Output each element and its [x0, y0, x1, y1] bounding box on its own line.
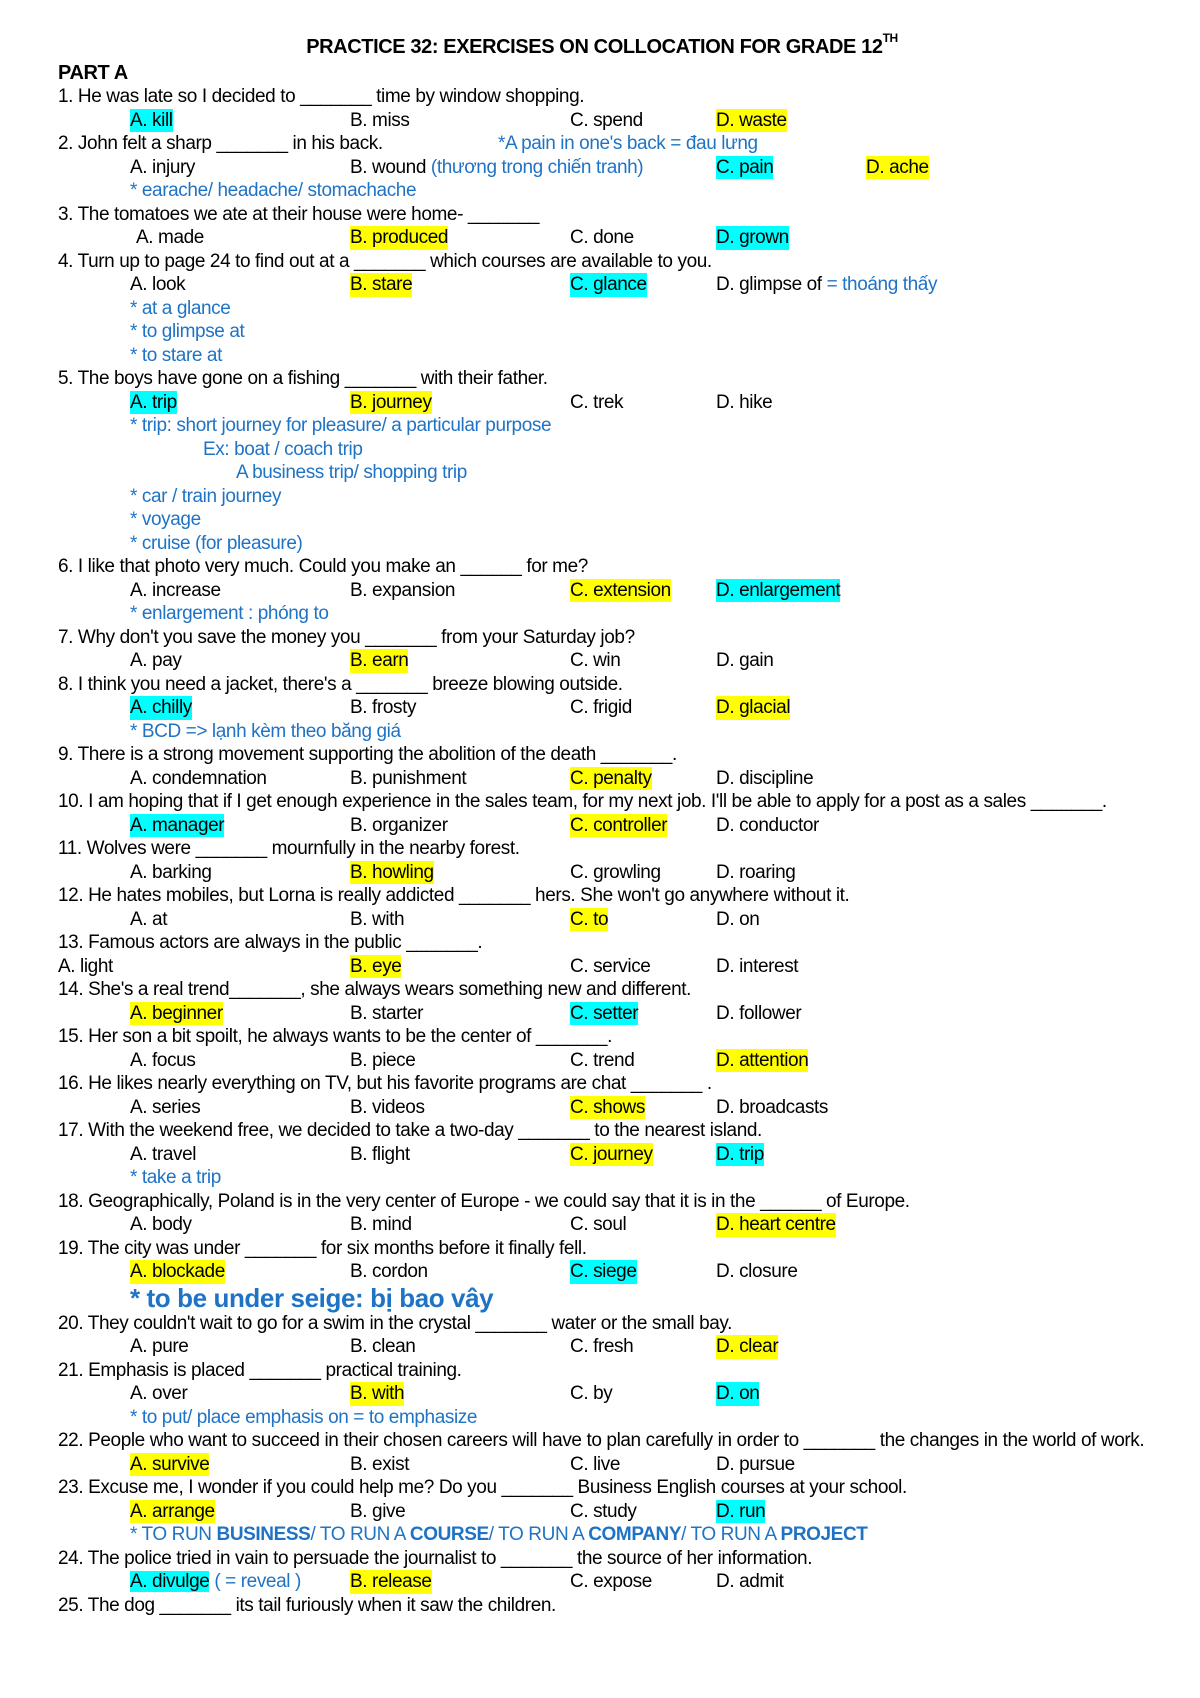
- option-a: A. blockade: [130, 1261, 225, 1282]
- option-a: A. trip: [130, 391, 177, 413]
- option-c: C. setter: [570, 1002, 639, 1024]
- question-10: 10. I am hoping that if I get enough experience in the sales team, for my next job. I'll be able to apply for a post as a sales _______.: [58, 791, 1107, 812]
- note-2: * earache/ headache/ stomachache: [130, 180, 417, 201]
- option-c: C. pain: [716, 156, 774, 178]
- option-a: A. pay: [130, 650, 182, 671]
- option-a: A. series: [130, 1096, 201, 1118]
- option-a: A. chilly: [130, 697, 192, 718]
- question-5: 5. The boys have gone on a fishing _______ with their father.: [58, 368, 548, 389]
- option-a: A. over: [130, 1383, 188, 1404]
- options-22: [58, 1453, 1148, 1477]
- option-b: B. wound (thương trong chiến tranh): [350, 156, 644, 178]
- option-d: D. admit: [716, 1571, 784, 1592]
- option-a: A. manager: [130, 814, 225, 836]
- option-c: C. win: [570, 650, 621, 671]
- option-c: C. controller: [570, 814, 668, 836]
- option-a: A. focus: [130, 1049, 196, 1071]
- option-c: C. frigid: [570, 697, 632, 718]
- note-19: * to be under seige: bị bao vây: [130, 1282, 494, 1313]
- option-c: C. live: [570, 1453, 620, 1475]
- option-a: A. divulge ( = reveal ): [130, 1571, 301, 1592]
- note-4c: * to stare at: [130, 344, 222, 366]
- options-6: [58, 579, 1148, 603]
- option-b: B. eye: [350, 955, 402, 977]
- option-c: C. to: [570, 908, 609, 930]
- option-d: D. follower: [716, 1002, 802, 1024]
- option-b: B. cordon: [350, 1261, 428, 1282]
- option-a: A. pure: [130, 1336, 189, 1357]
- options-2: [58, 156, 1148, 180]
- options-7: [58, 649, 1148, 673]
- question-19: 19. The city was under _______ for six months before it finally fell.: [58, 1237, 587, 1259]
- options-15: [58, 1049, 1148, 1073]
- option-a: A. arrange: [130, 1500, 215, 1522]
- question-9: 9. There is a strong movement supporting the abolition of the death _______.: [58, 744, 677, 765]
- options-11: [58, 861, 1148, 885]
- option-b: B. miss: [350, 109, 410, 131]
- note-21: * to put/ place emphasis on = to emphasize: [130, 1406, 478, 1428]
- note-5b: Ex: boat / coach trip: [203, 438, 363, 460]
- options-24: [58, 1570, 1148, 1594]
- option-c: C. extension: [570, 579, 671, 601]
- option-c: C. done: [570, 227, 634, 248]
- option-b: B. piece: [350, 1049, 416, 1071]
- question-18: 18. Geographically, Poland is in the very center of Europe - we could say that it is in the ______ of Europe.: [58, 1190, 910, 1212]
- option-a: A. condemnation: [130, 767, 267, 789]
- question-6: 6. I like that photo very much. Could you make an ______ for me?: [58, 556, 588, 577]
- question-1: 1. He was late so I decided to _______ time by window shopping.: [58, 86, 585, 107]
- option-c: C. service: [570, 955, 651, 977]
- note-8: * BCD => lạnh kèm theo băng giá: [130, 720, 401, 742]
- options-17: [58, 1143, 1148, 1167]
- option-b: B. produced: [350, 227, 449, 248]
- option-d: D. heart centre: [716, 1214, 836, 1235]
- question-13: 13. Famous actors are always in the public _______.: [58, 932, 483, 953]
- option-d: D. discipline: [716, 767, 814, 789]
- option-c: C. growling: [570, 861, 661, 883]
- option-b: B. frosty: [350, 697, 417, 718]
- option-b: B. organizer: [350, 814, 448, 836]
- note-4b: * to glimpse at: [130, 321, 245, 342]
- option-a: A. increase: [130, 579, 221, 601]
- option-d: D. pursue: [716, 1453, 795, 1475]
- option-c: C. by: [570, 1383, 613, 1404]
- option-b: B. journey: [350, 391, 432, 413]
- option-b: B. expansion: [350, 579, 456, 601]
- option-b: B. videos: [350, 1096, 425, 1118]
- option-b: B. punishment: [350, 767, 467, 789]
- option-d: D. enlargement: [716, 579, 841, 601]
- inline-note: *A pain in one's back = đau lưng: [498, 133, 758, 154]
- option-a: A. body: [130, 1214, 192, 1235]
- option-b: B. release: [350, 1571, 432, 1592]
- options-19: [58, 1260, 1148, 1284]
- option-b: B. stare: [350, 274, 413, 295]
- options-23: [58, 1500, 1148, 1524]
- option-d: D. on: [716, 908, 760, 930]
- options-4: [58, 273, 1148, 297]
- option-d: D. gain: [716, 650, 774, 671]
- option-d: D. run: [716, 1500, 766, 1522]
- options-3: [58, 226, 1148, 250]
- option-a: A. survive: [130, 1453, 210, 1475]
- question-11: 11. Wolves were _______ mournfully in the nearby forest.: [58, 838, 520, 859]
- note-5c: A business trip/ shopping trip: [236, 462, 467, 483]
- option-b: B. clean: [350, 1336, 416, 1357]
- question-12: 12. He hates mobiles, but Lorna is really addicted _______ hers. She won't go anywhere without it.: [58, 885, 850, 906]
- question-3: 3. The tomatoes we ate at their house were home- _______: [58, 203, 540, 225]
- note-17: * take a trip: [130, 1167, 221, 1188]
- option-a: A. at: [130, 908, 168, 930]
- option-c: C. expose: [570, 1571, 652, 1592]
- note-5e: * voyage: [130, 509, 201, 530]
- options-10: [58, 814, 1148, 838]
- option-c: C. study: [570, 1500, 637, 1522]
- option-a: A. beginner: [130, 1002, 223, 1024]
- options-12: [58, 908, 1148, 932]
- option-d: D. glimpse of = thoáng thấy: [716, 274, 938, 295]
- option-a: A. made: [136, 227, 204, 248]
- option-d: D. broadcasts: [716, 1096, 829, 1118]
- option-c: C. trek: [570, 391, 624, 413]
- option-d: D. ache: [866, 156, 929, 178]
- options-1: [58, 109, 1148, 133]
- options-5: [58, 391, 1148, 415]
- note-4a: * at a glance: [130, 297, 231, 319]
- question-25: 25. The dog _______ its tail furiously when it saw the children.: [58, 1594, 556, 1616]
- question-2: 2. John felt a sharp _______ in his back. *A pain in one's back = đau lưng: [58, 133, 758, 154]
- note-6: * enlargement : phóng to: [130, 603, 329, 624]
- question-21: 21. Emphasis is placed _______ practical training.: [58, 1359, 462, 1381]
- question-16: 16. He likes nearly everything on TV, but his favorite programs are chat _______ .: [58, 1073, 712, 1094]
- options-14: [58, 1002, 1148, 1026]
- option-c: C. glance: [570, 274, 647, 295]
- question-23: 23. Excuse me, I wonder if you could help me? Do you _______ Business English courses at your school.: [58, 1477, 907, 1498]
- question-15: 15. Her son a bit spoilt, he always wants to be the center of _______.: [58, 1026, 612, 1047]
- option-a: A. kill: [130, 109, 173, 131]
- option-b: B. with: [350, 1383, 405, 1404]
- option-a: A. look: [130, 274, 186, 295]
- option-d: D. trip: [716, 1143, 764, 1165]
- option-c: C. journey: [570, 1143, 653, 1165]
- option-d: D. grown: [716, 227, 789, 248]
- option-d: D. conductor: [716, 814, 819, 836]
- option-c: C. soul: [570, 1214, 627, 1235]
- option-b: B. mind: [350, 1214, 412, 1235]
- option-b: B. starter: [350, 1002, 424, 1024]
- option-d: D. roaring: [716, 861, 796, 883]
- question-20: 20. They couldn't wait to go for a swim in the crystal _______ water or the small bay.: [58, 1312, 732, 1334]
- option-a: A. light: [58, 955, 113, 977]
- options-18: [58, 1213, 1148, 1237]
- option-b: B. with: [350, 908, 405, 930]
- option-d: D. closure: [716, 1261, 798, 1282]
- question-8: 8. I think you need a jacket, there's a _______ breeze blowing outside.: [58, 673, 623, 695]
- option-b: B. give: [350, 1500, 406, 1522]
- options-20: [58, 1335, 1148, 1359]
- question-17: 17. With the weekend free, we decided to take a two-day _______ to the nearest island.: [58, 1120, 762, 1141]
- note-5d: * car / train journey: [130, 485, 282, 507]
- option-c: C. spend: [570, 109, 643, 131]
- option-d: D. glacial: [716, 697, 791, 718]
- part-heading: PART A: [58, 62, 128, 84]
- option-b: B. earn: [350, 650, 409, 671]
- note-5a: * trip: short journey for pleasure/ a particular purpose: [130, 415, 552, 436]
- question-4: 4. Turn up to page 24 to find out at a _______ which courses are available to you.: [58, 250, 712, 272]
- option-d: D. interest: [716, 955, 799, 977]
- worksheet: [58, 31, 1148, 1617]
- question-14: 14. She's a real trend_______, she always wears something new and different.: [58, 979, 692, 1000]
- options-16: [58, 1096, 1148, 1120]
- options-13: [58, 955, 1148, 979]
- option-d: D. hike: [716, 391, 773, 413]
- option-d: D. clear: [716, 1336, 779, 1357]
- option-b: B. flight: [350, 1143, 410, 1165]
- options-21: [58, 1382, 1148, 1406]
- option-a: A. barking: [130, 861, 212, 883]
- option-c: C. penalty: [570, 767, 652, 789]
- option-d: D. attention: [716, 1049, 809, 1071]
- option-c: C. trend: [570, 1049, 635, 1071]
- option-a: A. injury: [130, 156, 196, 178]
- option-c: C. siege: [570, 1261, 637, 1282]
- question-7: 7. Why don't you save the money you _______ from your Saturday job?: [58, 626, 635, 648]
- option-d: D. waste: [716, 109, 787, 131]
- question-24: 24. The police tried in vain to persuade the journalist to _______ the source of her information.: [58, 1547, 813, 1569]
- option-c: C. fresh: [570, 1336, 634, 1357]
- options-8: [58, 696, 1148, 720]
- option-c: C. shows: [570, 1096, 645, 1118]
- note-5f: * cruise (for pleasure): [130, 532, 303, 554]
- option-b: B. exist: [350, 1453, 410, 1475]
- option-b: B. howling: [350, 861, 434, 883]
- option-d: D. on: [716, 1383, 760, 1404]
- question-22: 22. People who want to succeed in their chosen careers will have to plan carefully in order to _______ the changes in the world of work.: [58, 1430, 1145, 1451]
- page-title: PRACTICE 32: EXERCISES ON COLLOCATION FOR GRADE 12TH: [306, 31, 898, 58]
- options-9: [58, 767, 1148, 791]
- option-a: A. travel: [130, 1143, 197, 1165]
- note-23: * TO RUN BUSINESS/ TO RUN A COURSE/ TO RUN A COMPANY/ TO RUN A PROJECT: [130, 1524, 868, 1545]
